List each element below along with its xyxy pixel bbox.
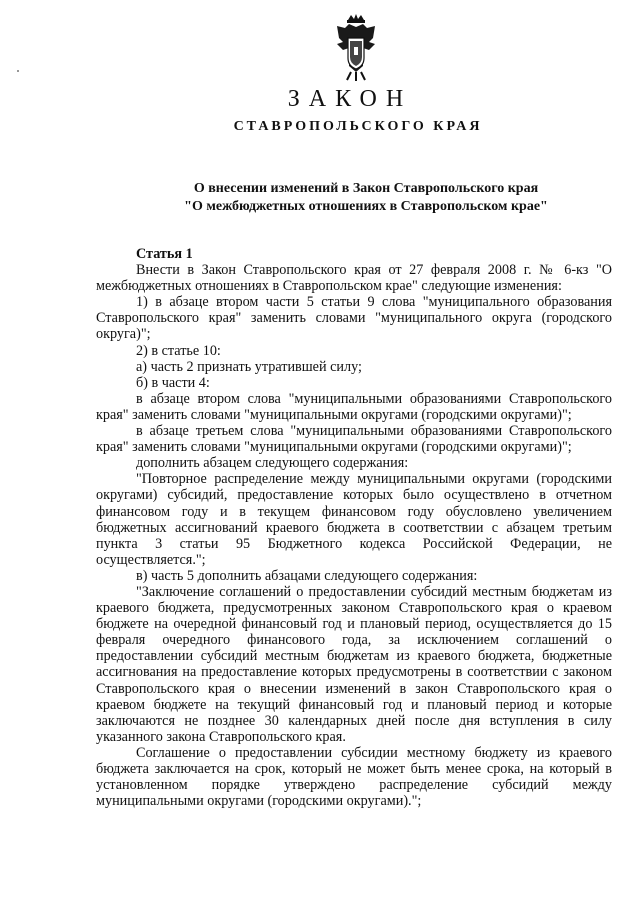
paragraph: 1) в абзаце втором части 5 статьи 9 слова "муниципального образования Ставропольского края" заменить словами "муниципального округа (городского округа)"; — [96, 294, 612, 343]
paragraph: "Повторное распределение между муниципальными округами (городскими округами) субсидий, предоставление которых было осуществлено в отчетном финансовом году и в текущем финансовом году обусловлено увеличением бюджетных ассигнований краевого бюджета в соответствии с абзацем третьим пункта 3 статьи 95 Бюджетного кодекса Российской Федерации, не осуществляется."; — [96, 471, 612, 568]
paragraph: дополнить абзацем следующего содержания: — [136, 455, 409, 472]
document-title-line: "О межбюджетных отношениях в Ставропольском крае" — [184, 199, 548, 214]
document-title — [86, 180, 640, 216]
paragraph: а) часть 2 признать утратившей силу; — [136, 358, 362, 375]
paragraph: 2) в статье 10: — [136, 342, 221, 359]
document-body — [96, 246, 612, 809]
paragraph: Внести в Закон Ставропольского края от 27 февраля 2008 г. № 6-кз "О межбюджетных отношениях в Ставропольском крае" следующие изменения: — [96, 262, 612, 295]
paragraph: в абзаце третьем слова "муниципальными образованиями Ставропольского края" заменить словами "муниципальными округами (городскими округами)"; — [96, 423, 612, 456]
scan-speck — [17, 70, 19, 72]
paragraph: в абзаце втором слова "муниципальными образованиями Ставропольского края" заменить словами "муниципальными округами (городскими округами)"; — [96, 390, 612, 423]
coat-of-arms-icon — [333, 14, 379, 82]
document-title-line: О внесении изменений в Закон Ставропольского края — [193, 181, 539, 196]
law-title: ЗАКОН — [287, 86, 413, 112]
paragraph: б) в части 4: — [136, 374, 210, 391]
paragraph: в) часть 5 дополнить абзацами следующего содержания: — [136, 567, 478, 584]
article-heading: Статья 1 — [136, 246, 193, 262]
paragraph: Соглашение о предоставлении субсидии местному бюджету из краевого бюджета заключается на срок, который не может быть менее срока, на который в установленном порядке утверждено распределение субсидий между муниципальными округами (городскими округами)."; — [96, 744, 612, 810]
paragraph: "Заключение соглашений о предоставлении субсидий местным бюджетам из краевого бюджета, предусмотренных законом Ставропольского края о краевом бюджете на очередной финансовый год и плановый период, осуществляется до 15 февраля очередного финансового года, за исключением соглашений о предоставлении субсидий местным бюджетам из краевого бюджета, бюджетные ассигнования на предоставление которых предусмотрены в соответствии с законом Ставропольского края о внесении изменений в закон Ставропольского края о краевом бюджете на текущий финансовый год и плановый период и которые заключаются не позднее 30 календарных дней после дня вступления в силу указанного закона Ставропольского края. — [96, 583, 612, 745]
region-subtitle: СТАВРОПОЛЬСКОГО КРАЯ — [233, 119, 483, 134]
